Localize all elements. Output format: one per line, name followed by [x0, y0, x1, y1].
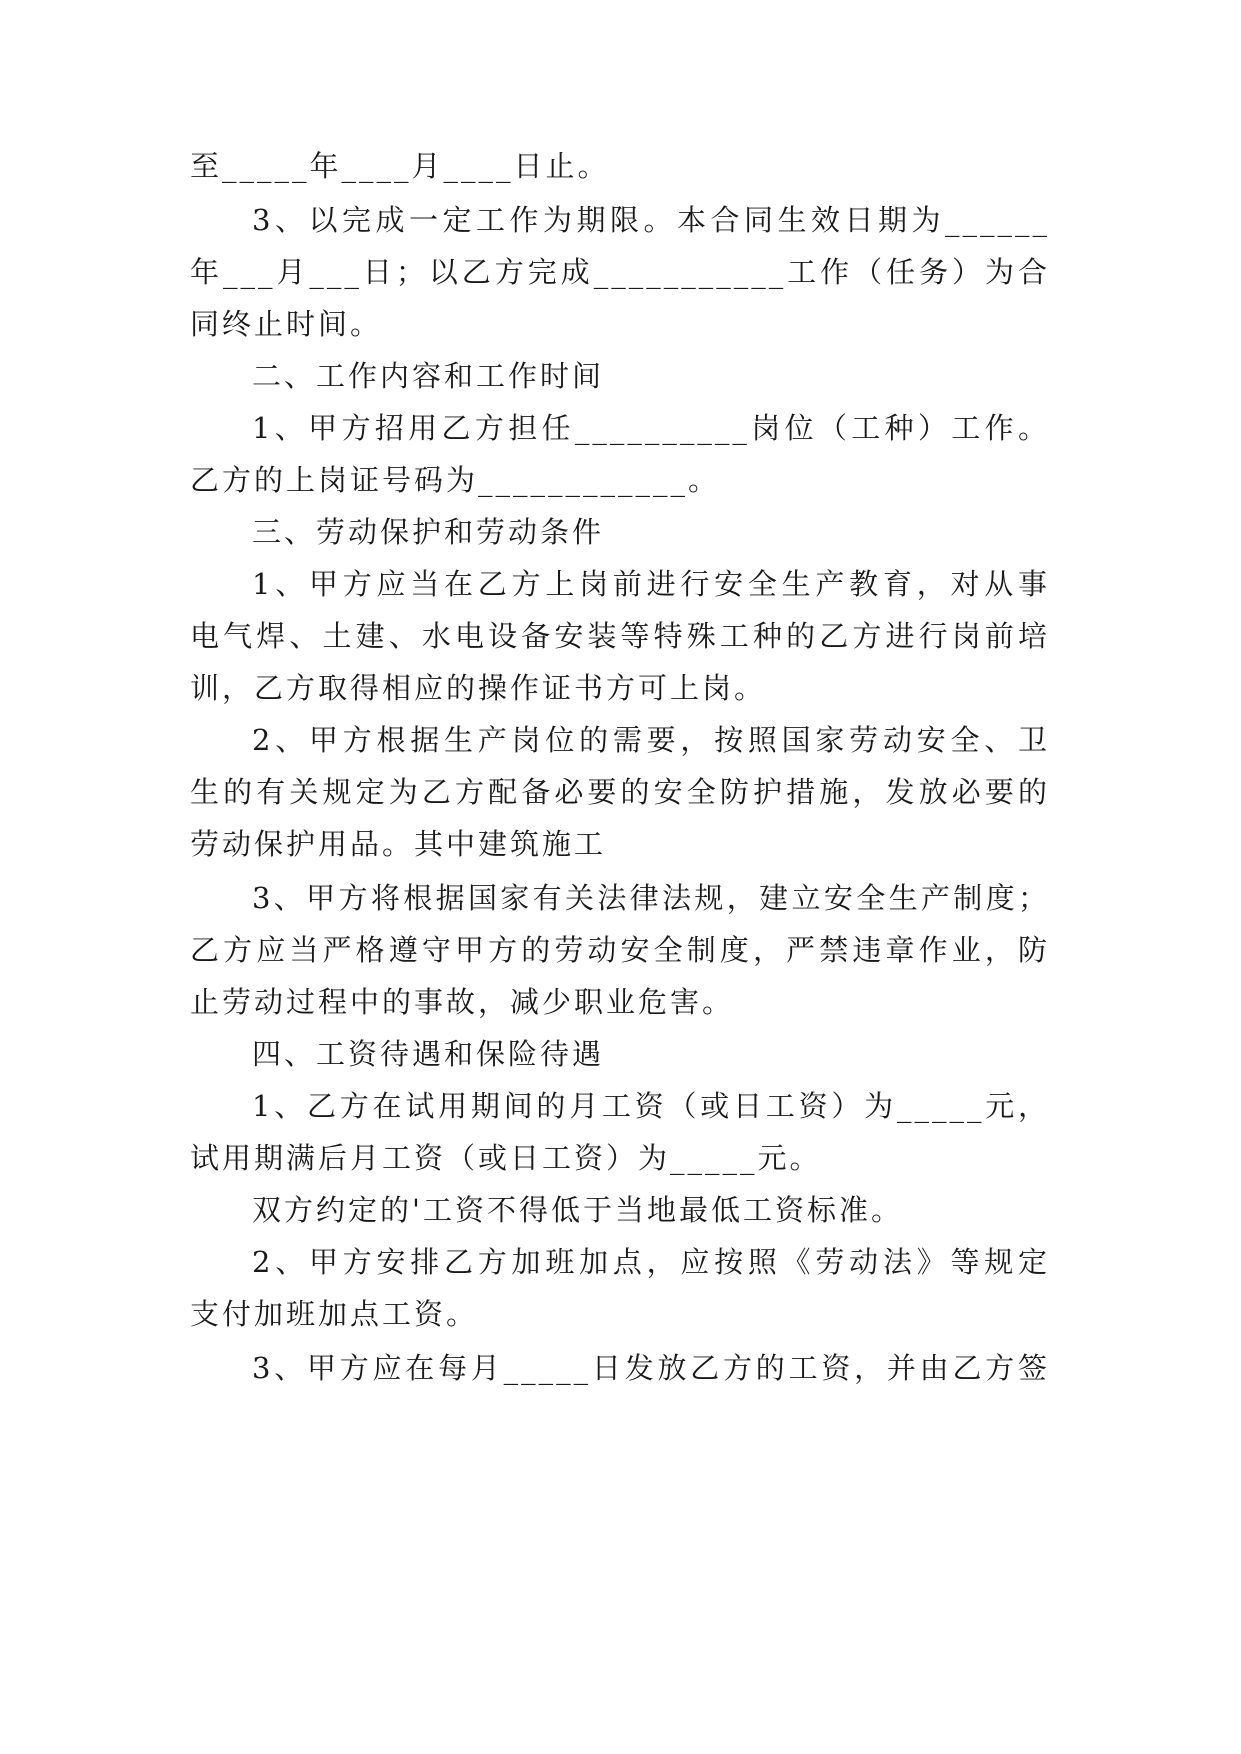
paragraph-line: 同终止时间。 [190, 307, 383, 341]
paragraph-line: 乙方应当严格遵守甲方的劳动安全制度，严禁违章作业，防 [190, 933, 1050, 967]
paragraph-line: 试用期满后月工资（或日工资）为_____元。 [190, 1141, 822, 1175]
paragraph-line: 电气焊、土建、水电设备安装等特殊工种的乙方进行岗前培 [190, 619, 1050, 653]
section-heading: 四、工资待遇和保险待遇 [252, 1037, 605, 1071]
paragraph-line: 劳动保护用品。其中建筑施工 [190, 827, 607, 861]
paragraph-line: 训，乙方取得相应的操作证书方可上岗。 [190, 671, 767, 705]
paragraph-line: 支付加班加点工资。 [190, 1297, 479, 1331]
paragraph-line: 生的有关规定为乙方配备必要的安全防护措施，发放必要的 [190, 775, 1050, 809]
paragraph-line: 双方约定的'工资不得低于当地最低工资标准。 [252, 1193, 903, 1227]
paragraph-line: 3、以完成一定工作为期限。本合同生效日期为______ [252, 203, 1050, 237]
paragraph-line: 年___月___日；以乙方完成___________工作（任务）为合 [190, 255, 1050, 289]
paragraph-line: 止劳动过程中的事故，减少职业危害。 [190, 985, 735, 1019]
paragraph-line: 至_____年____月____日止。 [190, 149, 610, 183]
paragraph-line: 3、甲方应在每月_____日发放乙方的工资，并由乙方签 [252, 1351, 1050, 1385]
paragraph-line: 1、甲方招用乙方担任__________岗位（工种）工作。 [252, 411, 1050, 445]
section-heading: 二、工作内容和工作时间 [252, 359, 605, 393]
paragraph-line: 2、甲方安排乙方加班加点，应按照《劳动法》等规定 [252, 1245, 1050, 1279]
paragraph-line: 1、乙方在试用期间的月工资（或日工资）为_____元， [252, 1089, 1050, 1123]
paragraph-line: 3、甲方将根据国家有关法律法规，建立安全生产制度； [252, 881, 1050, 915]
paragraph-line: 1、甲方应当在乙方上岗前进行安全生产教育，对从事 [252, 567, 1050, 601]
section-heading: 三、劳动保护和劳动条件 [252, 515, 605, 549]
paragraph-line: 2、甲方根据生产岗位的需要，按照国家劳动安全、卫 [252, 723, 1050, 757]
paragraph-line: 乙方的上岗证号码为____________。 [190, 463, 721, 497]
